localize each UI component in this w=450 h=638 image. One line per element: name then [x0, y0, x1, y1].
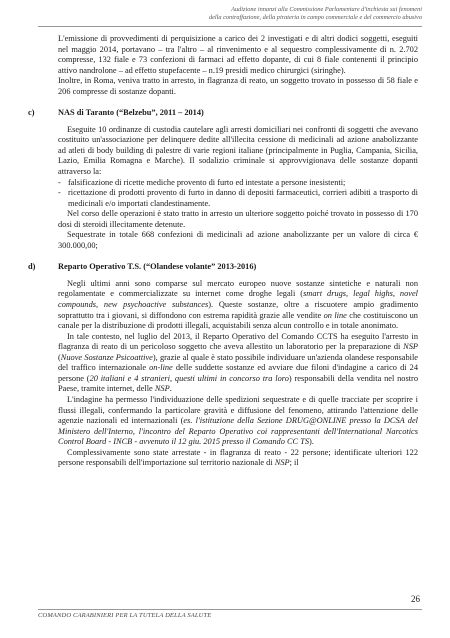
footer-rule: [38, 609, 422, 610]
section-d-title: [28, 262, 418, 273]
header-rule: [38, 26, 422, 27]
section-c-bullet: - falsificazione di ricette mediche provento di furto ed intestate a persone inesistenti;: [58, 177, 346, 187]
section-d-paragraph-3: L'indagine ha permesso l'individuazione delle spedizioni sequestrate e di quelle tracciate per scoprire i flussi illegali, confermando la particolare gravità e diffusione del fenomeno, attirando l'attenzione delle agenzie nazionali ed internazionali (es. l'istituzione della Sezione DRUG@ONLINE presso la DCSA del Ministero dell'Interno, l'incontro del Reparto Operativo coi rappresentanti dell'International Narcotics Control Board - INCB - avvenuto il 12 giu. 2015 presso il Comando CC TS).: [58, 394, 418, 447]
intro-paragraph-2: Inoltre, in Roma, veniva tratto in arresto, in flagranza di reato, un soggetto trovato in possesso di 58 fiale e 206 compresse di sostanze dopanti.: [58, 76, 418, 96]
running-footer: COMANDO CARABINIERI PER LA TUTELA DELLA SALUTE: [38, 612, 212, 619]
section-c-paragraph-2: Nel corso delle operazioni è stato tratto in arresto un ulteriore soggetto poiché trovato in possesso di 170 dosi di steroidi illecitamente detenute.: [58, 209, 418, 229]
section-c-bullet: - ricettazione di prodotti provento di furto in danno di depositi farmaceutici, corrieri adibiti a trasporto di medicinali e/o importati clandestinamente.: [58, 188, 418, 208]
section-c-letter: c): [28, 108, 35, 118]
page-body: [28, 34, 419, 469]
section-d-title-text: Reparto Operativo T.S. (“Olandese volante” 2013-2016): [58, 262, 257, 272]
header-line-2: della contraffazione, della pirateria in campo commerciale e del commercio abusivo: [208, 14, 422, 21]
section-c-paragraph-3: Sequestrate in totale 668 confezioni di medicinali ad azione anabolizzante per un valore di circa € 300.000,00;: [58, 230, 418, 250]
section-c-title-text: NAS di Taranto (“Belzebu”, 2011 – 2014): [58, 108, 204, 118]
section-d-paragraph-1: Negli ultimi anni sono comparse sul mercato europeo nuove sostanze sintetiche e naturali non regolamentate e commercializzate su internet come droghe legali (smart drugs, legal highs, novel compounds, new psychoactive substances). Queste sostanze, oltre a riscuotere ampio gradimento soprattutto tra i giovani, si diffondono con estrema rapidità grazie alle vendite on line che costituiscono un canale per la distribuzione di prodotti illegali, acquistabili senza alcun controllo e in totale anonimato.: [58, 278, 418, 331]
header-line-1: Audizione innanzi alla Commissione Parlamentare d'inchiesta sui fenomeni: [231, 6, 422, 13]
section-d-paragraph-4: Complessivamente sono state arrestate - in flagranza di reato - 22 persone; identificate ulteriori 122 persone responsabili dell'importazione sul territorio nazionale di NSP; il: [58, 447, 418, 468]
section-c-title: [28, 108, 418, 119]
section-c-bullet-text: falsificazione di ricette mediche provento di furto ed intestate a persone inesistenti;: [68, 177, 346, 187]
section-c-bullet-text: ricettazione di prodotti provento di furto in danno di depositi farmaceutici, corrieri adibiti a trasporto di medicinali e/o importati clandestinamente.: [68, 188, 418, 208]
intro-paragraph-1: L'emissione di provvedimenti di perquisizione a carico dei 2 investigati e di altri dodici soggetti, eseguiti nel maggio 2014, portavano – tra l'altro – al rinvenimento e al sequestro complessivamente di n. 2.702 compresse, 132 fiale e 73 confezioni di farmaci ad effetto dopante, di cui 8 fiale contenenti il principio attivo nandrolone – ad effetto stupefacente – n.19 presidi medico chirurgici (siringhe).: [58, 34, 418, 75]
page-number: 26: [411, 594, 420, 604]
section-c-paragraph-1: Eseguite 10 ordinanze di custodia cautelare agli arresti domiciliari nei confronti di soggetti che avevano costituito un'associazione per delinquere dedite all'illecita cessione di medicinali ad azione anabolizzante ad atleti di body building di palestre di varie regioni italiane (principalmente in Puglia, Campania, Sicilia, Lazio, Emilia Romagna e Marche). Il sodalizio criminale si approvvigionava delle sostanze dopanti attraverso la:: [58, 124, 418, 177]
section-d-letter: d): [28, 262, 36, 272]
running-header: [62, 6, 422, 22]
section-d-paragraph-2: In tale contesto, nel luglio del 2013, il Reparto Operativo del Comando CCTS ha eseguito l'arresto in flagranza di reato di un pericoloso soggetto che aveva allestito un laboratorio per la preparazione di NSP (Nuove Sostanze Psicoattive), grazie al quale è stato possibile individuare un'azienda olandese responsabile del traffico internazionale on-line delle suddette sostanze ed avviare due filoni d'indagine a carico di 24 persone (20 italiani e 4 stranieri, questi ultimi in concorso tra loro) responsabili della vendita nel nostro Paese, tramite internet, delle NSP.: [58, 331, 419, 394]
